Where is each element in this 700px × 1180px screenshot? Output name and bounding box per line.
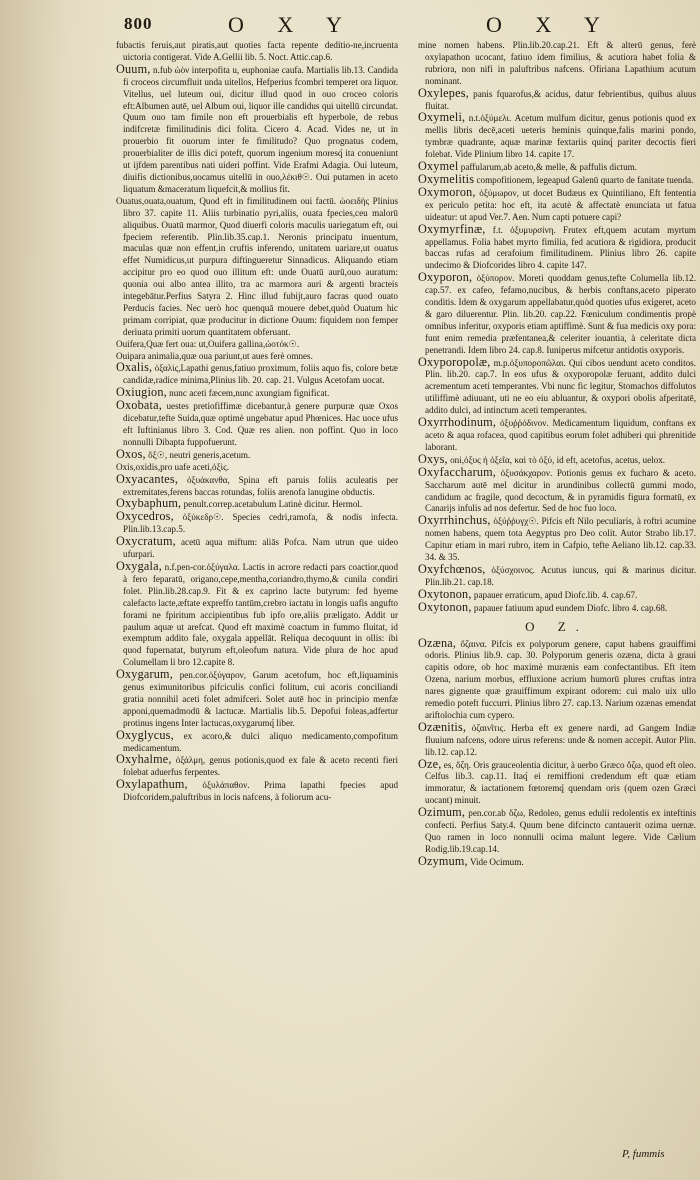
- entry-text: ὀξύσχοινος. Acutus iuncus, qui & marinus dicitur. Plin.lib.21. cap.18.: [425, 564, 696, 587]
- dictionary-entry: [116, 754, 398, 779]
- entry-headword: Ouum,: [116, 61, 151, 76]
- dictionary-entry: [116, 400, 398, 449]
- dictionary-entry: [116, 446, 398, 462]
- dictionary-entry: [116, 536, 398, 561]
- dictionary-entry: [418, 635, 696, 722]
- entry-text: oni,ὀξυς ἡ ὀξεῖα, καὶ τὸ ὀξύ, id eft, acetofus, acetus, uelox.: [450, 454, 666, 465]
- dictionary-entry: [116, 779, 398, 804]
- entry-headword: Oxyhalme,: [116, 752, 172, 767]
- entry-headword: Oxycedros,: [116, 509, 174, 524]
- entry-text: Oxis,oxidis,pro uafe aceti,ὀξὶς.: [116, 461, 230, 472]
- entry-headword: Oxycratum,: [116, 534, 176, 549]
- entry-text: ὄζαινα. Pifcis ex polyporum genere, caput habens grauiffimi odoris. Plinius lib.9. cap. 30. Polyporum generis ozæna, dicta à graui capitis odore, ob hoc maximè murænis eam confectantibus. Eft item Ozena, narium morbus, effluxione acrium humorū plures cruftas intra nares gignente quæ grauiffimum expirant odorem: cui malo uix ullo remedio poteft fuccurri. Plinius libro 27. cap.13. Narium ozænas emendat ariftolochia cum cypero.: [425, 638, 696, 720]
- dictionary-entry: [418, 599, 696, 615]
- entry-headword: Oxymyrfinæ,: [418, 221, 486, 236]
- dictionary-entry: [418, 112, 696, 161]
- left-column: [116, 40, 398, 1148]
- dictionary-entry: [116, 339, 398, 351]
- entry-text: ὀξυλάπαθον. Prima lapathi fpecies apud Diofcoridem,paluftribus in locis nafcens, à foliorum acu-: [123, 780, 398, 803]
- entry-headword: Oxyporopolæ,: [418, 354, 491, 369]
- dictionary-entry: [418, 221, 696, 273]
- dictionary-entry: [116, 471, 398, 499]
- dictionary-entry: [418, 807, 696, 856]
- entry-headword: Ozimum,: [418, 805, 466, 820]
- entry-text: paffularum,ab aceto,& melle, & paffulis dictum.: [460, 162, 638, 173]
- dictionary-entry: [418, 719, 696, 759]
- dictionary-entry: [418, 85, 696, 113]
- entry-text: ὀξύμωρον, ut docet Budæus ex Quintiliano, Eft fententia ex periculo petita: hoc eft, ita acutè & affectatè enunciata ut fatua uideatur: ut apud Ver.7. Aen. Num capti potuere capi?: [425, 187, 696, 222]
- dictionary-entry: [116, 196, 398, 339]
- dictionary-entry: [116, 362, 398, 387]
- entry-text: ὀξύκεδρ☉. Species cedri,ramofa, & nodis infecta. Plin.lib.13.cap.5.: [123, 512, 398, 535]
- section-heading-oz: O Z.: [525, 618, 589, 634]
- dictionary-entry: [418, 417, 696, 454]
- entry-text: ex acoro,& dulci aliquo medicamento,compofitum medicamentum.: [123, 730, 398, 753]
- entry-text: ὀξύπορον. Moreti quoddam genus,tefte Columella lib.12. cap.57. ex cafeo, fefamo,nucibus, & herbis conftans,aceto piperato conditis. Idem & oxygarum appellabatur,quòd quoties ufus exigeret, aceto & garo diluerentur. Plin. lib.20. cap.22. Fœniculum condimentis propè omnibus inferitur, oxyporis etiam aptiffimè. Sunt & fua medicis oxy pora: funt enim remedia præfentanea,& celeriter iouantia, à celeritate dicta penetrandi. Idem libro 24. cap.8. Iuniperus mifcetur antidotis oxyporis.: [425, 273, 696, 355]
- entry-headword: Oxygarum,: [116, 667, 173, 682]
- entry-headword: Oxylapathum,: [116, 777, 188, 792]
- entry-text: ὀξυάκανθα, Spina eft paruis foliis aculeatis per extremitates,ferens baccas rotundas, foliis arenofa lanugine obductis.: [123, 474, 398, 497]
- entry-text: ὀξύῤῥυγχ☉. Pifcis eft Nilo peculiaris, à roftri acumine nomen habens, quem tota Aegyptus pro Deo colit. Autor Strabo lib.17. Capitur etiam in mari rubro, item in Cafpio, tefte Aeliano lib.12. cap.33. 34. & 35.: [425, 516, 696, 563]
- entry-text: n.fub ὠὸν interpofita u, euphoniae caufa. Martialis lib.13. Candida fi croceos circumfluit unda uitellos, Hefperius fcombri temperet ora liquor. Vitellus, uel luteum oui, dicitur illud quod in ouo croceo coloris eft:Albumen autē, uel Album oui, liquor ille candidus qui uitellū circundat. Quum ouo tam fimile non eft prouerbialis eft hyperbole, de rebus indifcretæ fimilitudinis dici folita. Cicero 4. Acad. Vides ne, ut in prouerbio fit ouorum inter fe fimilitudo? Quo prognatus codem, prouerbialiter de illis dici poteft, quorum ingenium moresq́ ita conueniunt ut ijfdem parentibus nati uideri poffint. Vide Erafmi Adagia. Oui luteum, diuifis dictionibus,uocamus uitellū in ouo,λέκιθ☉. Oui putamen in aceto liquatum &maceratum liquefcit,& mollius fit.: [123, 64, 398, 194]
- entry-headword: Oxyglycus,: [116, 727, 174, 742]
- entry-text: nunc aceti fæcem,nunc axungiam fignificat.: [169, 388, 330, 399]
- dictionary-entry: [418, 853, 696, 869]
- entry-text: pen.cor.ὀξύγαρον, Garum acetofum, hoc eft,liquaminis genus eximunitoribus pifciculis confici folitum, cui acoris conciliandi gratia nonnihil aceti folet admifceri. Solet autē hoc in principio menfæ apponi,quemadmodū & lactucæ. Martialis lib.5. Depofui foleas,adfertur protinus ingens Inter lactucas,oxygarumq́ liber.: [123, 670, 398, 728]
- entry-text: Vide Ocimum.: [469, 856, 524, 867]
- dictionary-entry: [116, 40, 398, 64]
- dictionary-entry: [116, 558, 398, 669]
- entry-text: Ouipara animalia,quæ oua pariunt,ut aues ferè omnes.: [116, 350, 313, 361]
- entry-headword: Ozænitis,: [418, 719, 467, 734]
- entry-headword: Oxyrrhinchus,: [418, 513, 491, 528]
- entry-headword: Oxos,: [116, 446, 146, 461]
- dictionary-entry: [418, 40, 696, 88]
- entry-text: pen.cor.ab ὄζω, Redoleo, genus edulii redolentis ex inteftinis confecti. Perfius Saty.4. Quum bene difcincto cantauerit ozima uernæ. Quo ramen in loco nonnulli ocima malunt legere. Vide Cælium Rodig.lib.19.cap.14.: [425, 808, 696, 854]
- entry-text: compofitionem, legeapud Galenū quarto de fanitate tuenda.: [476, 174, 694, 185]
- entry-text: m.p.ὀξυποροπῶλαι. Qui cibos uendunt aceto conditos. Plin. lib.20. cap.7. In eos ufus & oxyporopolæ feruant, addito dulci acrementum aceti temperantes. Vbi nunc fic legitur, Stomachos diffolutos utiliffimè adiuuant, uti ne eo eiu abluantur, & oxypori obolis afperitatē, addito dulci, ad intinctum aceti temperantes.: [425, 357, 696, 416]
- dictionary-entry: [116, 511, 398, 536]
- entry-text: ὀξάλμη, genus potionis,quod ex fale & aceto recenti fieri folebat aduerfus ferpentes.: [123, 755, 398, 778]
- dictionary-entry: [418, 515, 696, 564]
- entry-headword: Oxymoron,: [418, 184, 476, 199]
- dictionary-entry: [418, 354, 696, 418]
- dictionary-entry: [418, 272, 696, 356]
- entry-text: ὀξυῤῥόδινον. Medicamentum liquidum, conftans ex aceto & aqua rofacea, quod capitibus eorum folet adhiberi qui phrenitide laborant.: [425, 418, 696, 452]
- entry-text: n.f.pen-cor.ὀξύγαλα. Lactis in acrore redacti pars coactior,quod à fero feparatū, origano,cepe,mentha,coriandro,thymo,& cunila condiri folet. Plin.lib.28.cap.9. Fit & ex caprino lacte butyrum: fed hyeme calefacto lacte,æftate expreffo tantūm,crebro iactatu in longis uafis angufto forami ne fpiritum accipientibus fub ipfo ore,aliis præligato. Addit ur paulum aquæ ut arefcat. Quod eft maximè coactum in fummo fluitat, id exemptum addito fale, oxygala appellāt. Reliqua decoquunt in ollis: ibi quod fupernatat, butyrum eft,oleofum natura. Vide plura de hoc apud Columellam li bro 12.capite 8.: [123, 561, 398, 668]
- dictionary-entry: [116, 669, 398, 730]
- entry-text: uestes pretiofiffimæ dicebantur,à genere purpuræ quæ Oxos dicebatur,tefte Suida,quæ optimè ungebatur apud Phœnices. Hac uoce ufus eft Iuftinianus libro 3. Cod. Quæ res alien. non poffint. Quo in loco nonnulli Dibapta fuppofuerunt.: [123, 401, 398, 447]
- entry-headword: Oxyacantes,: [116, 471, 179, 486]
- entry-headword: Oxobata,: [116, 398, 162, 413]
- entry-text: papauer erraticum, apud Diofc.lib. 4. cap.67.: [473, 589, 638, 600]
- entry-headword: Oxygala,: [116, 558, 162, 573]
- entry-headword: Oxiugion,: [116, 385, 167, 400]
- entry-text: panis fquarofus,& acidus, datur febrientibus, quibus aluus fluitat.: [425, 88, 696, 111]
- dictionary-entry: [418, 561, 696, 589]
- entry-headword: Oxys,: [418, 451, 448, 466]
- running-head-left: O X Y: [228, 12, 356, 37]
- entry-headword: Oxyfchœnos,: [418, 561, 486, 576]
- running-head-right: O X Y: [486, 12, 614, 37]
- dictionary-entry: [418, 464, 696, 516]
- dictionary-entry: [418, 184, 696, 224]
- entry-text: ὀξαλὶς,Lapathi genus,fatiuo proximum, foliis aquo fis, colore betæ candidæ,radice minima,Plinius lib. 20. cap. 21. Vulgus Acetofam uocat.: [123, 363, 398, 386]
- entry-headword: Ozæna,: [418, 635, 457, 650]
- entry-text: Ouatus,ouata,ouatum, Quod eft in fimilitudinem oui factū. ὠοειδὴς Plinius libro 37. capite 11. Aliis turbinatio pyri,aliis, ouata fpecies,ceu malorū aliquibus. Ouatū marmor, Quod diuerfi coloris maculis uariegatum eft, oui fpeciem referentib. Plin.lib.35.cap.1. Neronis principatu inuentum, maculas quæ non effent,in cruftis inferendo, unitatem uariare,ut ouatus effet Numidicus,ut purpura diftingueretur Sinnadicus. Aliquando etiam accipitur pro eo quod ouo illitum eft: unde Ouatū aurū,ouo auratum: quonia oui albo antea illito, tra ac marmora auri & argenti bracteis integebātur.Perfius Satyra 2. Hinc illud fubijt,auro facras quod ouato Perducis facies. Nec uerò hoc quenquā mouere debet,quòd Ouatum hic primam corripiat, quæ producitur in dictione Ouum: fiquidem non femper deriuata primiti uorum quantitatem obferuant.: [116, 195, 398, 337]
- entry-text: n.t.ὀξύμελι. Acetum mulfum dicitur, genus potionis quod ex mellis libris decē,aceti ueteris heminis quinque,falis marini pondo, tymbræ quadrante, aquæ marinæ fextariis quinq́ pariter decoctis fieri folebat. Vide Plinium libro 14. capite 17.: [425, 113, 696, 160]
- dictionary-entry: [418, 756, 696, 808]
- entry-headword: Oxyrrhodinum,: [418, 415, 497, 430]
- page-number: 800: [124, 14, 153, 33]
- entry-text: acetū aqua miftum: aliās Pofca. Nam utrun que uideo ufurpari.: [123, 537, 398, 560]
- entry-headword: Oxalis,: [116, 360, 153, 375]
- entry-text: Ouifera,Quæ fert oua: ut,Ouifera gallina,ὠοτόκ☉.: [116, 338, 300, 349]
- dictionary-entry: [116, 727, 398, 755]
- entry-headword: Oxytonon,: [418, 586, 472, 601]
- entry-headword: Oxyporon,: [418, 270, 473, 285]
- entry-text: penult.correp.acetabulum Latinè dicitur. Hermol.: [183, 499, 363, 510]
- entry-headword: Oxytonon,: [418, 599, 472, 614]
- entry-headword: Oxybaphum,: [116, 496, 182, 511]
- entry-text: ὀζαινῖτις. Herba eft ex genere nardi, ad Gangem Indiæ fluuium nafcens, odore uirus referens: unde & nomen accepit. Autor Plin. lib.12. cap.12.: [425, 722, 696, 757]
- entry-headword: Oze,: [418, 756, 442, 771]
- entry-headword: Oxyfaccharum,: [418, 464, 497, 479]
- entry-headword: Oxylepes,: [418, 85, 469, 100]
- right-column: [418, 40, 696, 1148]
- entry-text: fubactis feruis,aut piratis,aut quoties facta repente deditio-ne,incruenta uictoria contigerat. Vide A.Gellii lib. 5. Noct. Attic.cap.6.: [116, 40, 398, 62]
- entry-text: ὄξ☉, neutri generis,acetum.: [148, 449, 251, 460]
- entry-headword: Oxymel: [418, 159, 459, 174]
- entry-text: papauer fatiuum apud eundem Diofc. libro 4. cap.68.: [473, 602, 668, 613]
- dictionary-entry: [116, 351, 398, 363]
- entry-text: mine nomen habens. Plin.lib.20.cap.21. Eft & alterū genus, ferè oxylapathon ucocant, fatiuo idem fimilius, & acutiora habet folia & rubriora, non nifi in paluftribus nafcens. Ofiriana Lapathium acutum nominant.: [418, 40, 696, 86]
- entry-text: es, ὄζη. Oris grauceolentia dicitur, à uerbo Græco ὄζω, quod eft oleo. Celfus lib.3. cap.11. Itaq́ ei remiffioni credendum eft quæ etiam immoratur, & iactationem fœtoremq́ quendam oris (quem ozen Græci uocant) minuit.: [425, 759, 696, 806]
- entry-text: f.t. ὀξυμυρσίνη. Frutex eft,quem acutam myrtum appellamus. Folia habet myrto fimilia, fed acutiora & rigidiora, producit baccas rufas ad cerafoium fimilitudinem. Plinius libro 26. capite undecimo & Diofcorides libro 4. capite 147.: [425, 224, 696, 271]
- entry-headword: Ozymum,: [418, 853, 468, 868]
- entry-headword: Oxymeli,: [418, 110, 466, 125]
- page-gutter-shadow: [0, 0, 110, 1180]
- entry-text: ὀξυσάκχαρον. Potionis genus ex fucharo & aceto. Saccharum autē mel dicitur in arundinibus collectū gummi modo, candidum ac fragile, quod decoctum, & in pyramidis figura formatū, ex Canarijs infulis ad nos defertur. Sed de hoc fuo loco.: [425, 467, 696, 514]
- dictionary-entry: [116, 61, 398, 196]
- catchword: P, fummis: [622, 1148, 665, 1160]
- entry-headword: Oxymelitis: [418, 171, 475, 186]
